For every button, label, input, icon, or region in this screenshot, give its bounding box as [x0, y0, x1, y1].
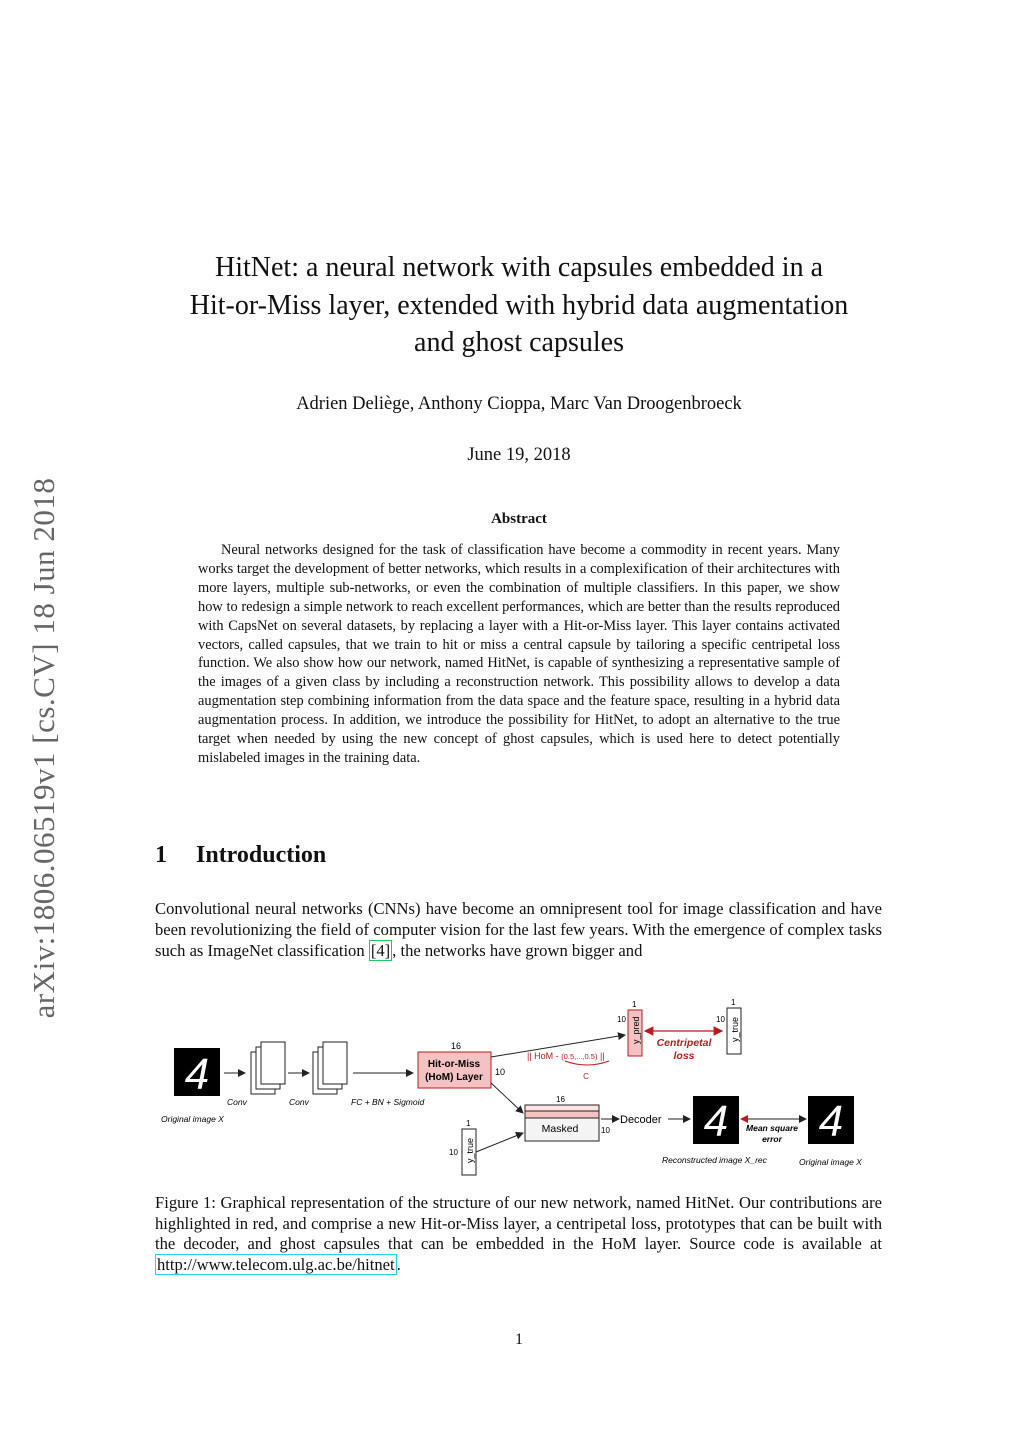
conv-label-1: Conv: [227, 1097, 247, 1107]
intro-paragraph: [155, 899, 882, 961]
reconstructed-digit-image: [693, 1096, 739, 1146]
citation-link[interactable]: [4]: [370, 940, 391, 960]
ytrue-bottom-dim-1: 1: [466, 1119, 471, 1128]
ytrue-top-dim-10: 10: [716, 1015, 725, 1024]
y-true-label-top: y_true: [730, 1016, 740, 1042]
ytrue-top-dim-1: 1: [731, 998, 736, 1007]
mse-label-2: error: [762, 1134, 782, 1144]
target-digit-image: [808, 1096, 854, 1146]
hom-dim-10: 10: [495, 1067, 506, 1077]
source-code-link[interactable]: http://www.telecom.ulg.ac.be/hitnet: [157, 1254, 395, 1274]
reconstructed-image-label: Reconstructed image X_rec: [662, 1155, 767, 1165]
paper-title-line-1: HitNet: a neural network with capsules embedded in a: [214, 252, 824, 283]
conv-stack-1: [251, 1042, 285, 1094]
paper-title-line-2: Hit-or-Miss layer, extended with hybrid data augmentation: [189, 290, 849, 321]
masked-dim-16: 16: [556, 1095, 565, 1104]
original-image-label-2: Original image X: [799, 1157, 862, 1167]
paper-title-line-3: and ghost capsules: [414, 327, 624, 358]
c-label: C: [583, 1072, 589, 1081]
centripetal-loss-label-2: loss: [673, 1050, 695, 1062]
centripetal-loss-label-1: Centripetal: [656, 1037, 712, 1049]
date: June 19, 2018: [467, 445, 571, 465]
hom-layer-label-1: Hit-or-Miss: [427, 1059, 481, 1070]
y-true-label-bottom: y_true: [465, 1137, 475, 1163]
hom-norm-formula: || HoM - (0.5,...,0.5) ||: [527, 1051, 605, 1061]
caption-end: .: [396, 1254, 401, 1274]
target-digit-glyph: 4: [818, 1097, 844, 1146]
masked-label: Masked: [541, 1123, 579, 1135]
masked-dim-10: 10: [601, 1126, 610, 1135]
abstract-body: Neural networks designed for the task of classification have become a commodity in recent years. Many works target the development of better networks, which results in a complexification of their architectures with more layers, multiple sub-networks, or even the combination of multiple classifiers. In this paper, we show how to redesign a simple network to reach excellent performances, which are better than the results reproduced with CapsNet on several datasets, by replacing a layer with a Hit-or-Miss layer. This layer contains activated vectors, called capsules, that we train to hit or miss a central capsule by tailoring a specific centripetal loss function. We also show how our network, named HitNet, is capable of synthesizing a representative sample of the images of a given class by including a reconstruction network. This possibility allows to develop a data augmentation step combining information from the data space and the feature space, resulting in a hybrid data augmentation process. In addition, we introduce the possibility for HitNet, to adopt an alternative to the true target when needed by using the new concept of ghost capsules, which is used here to detect potentially mislabeled images in the training data.: [198, 542, 840, 766]
input-digit-glyph: 4: [184, 1050, 210, 1099]
fc-bn-sigmoid-label: FC + BN + Sigmoid: [351, 1097, 425, 1107]
section-title: Introduction: [196, 842, 327, 868]
mse-label-1: Mean square: [746, 1123, 798, 1133]
conv-stack-2: [313, 1042, 347, 1094]
reconstructed-digit-glyph: 4: [703, 1097, 729, 1146]
figure-caption: [155, 1193, 882, 1275]
hom-layer-label-2: (HoM) Layer: [425, 1072, 483, 1083]
caption-text: Figure 1: Graphical representation of the structure of our new network, named HitNet. Our contributions are highlighted in red, and comprise a new Hit-or-Miss layer, a centripetal loss, prototypes that can be built with the decoder, and ghost capsules that can be embedded in the HoM layer. Source code is available at: [155, 1193, 882, 1254]
intro-text-continued: , the networks have grown bigger and: [392, 940, 643, 960]
original-image-label: Original image X: [161, 1114, 224, 1124]
ytrue-bottom-dim-10: 10: [449, 1148, 458, 1157]
arxiv-identifier: arXiv:1806.06519v1 [cs.CV] 18 Jun 2018: [26, 477, 61, 1019]
abstract-heading: Abstract: [491, 511, 547, 527]
section-heading: [155, 842, 326, 869]
figure-hitnet-architecture: [155, 995, 885, 1180]
intro-text: Convolutional neural networks (CNNs) have become an omnipresent tool for image classification and have been revolutionizing the field of computer vision for the last few years. With the emergence of complex tasks such as ImageNet classification: [155, 899, 882, 960]
decoder-label: Decoder: [620, 1114, 662, 1126]
section-number: 1: [155, 842, 167, 868]
ypred-dim-10: 10: [617, 1015, 626, 1024]
ypred-dim-1: 1: [632, 1000, 637, 1009]
conv-label-2: Conv: [289, 1097, 309, 1107]
input-digit-image: [174, 1048, 220, 1099]
hom-dim-16: 16: [451, 1041, 462, 1051]
page-number: 1: [515, 1331, 523, 1348]
y-pred-label: y_pred: [631, 1016, 641, 1044]
authors: Adrien Deliège, Anthony Cioppa, Marc Van Droogenbroeck: [296, 394, 742, 414]
